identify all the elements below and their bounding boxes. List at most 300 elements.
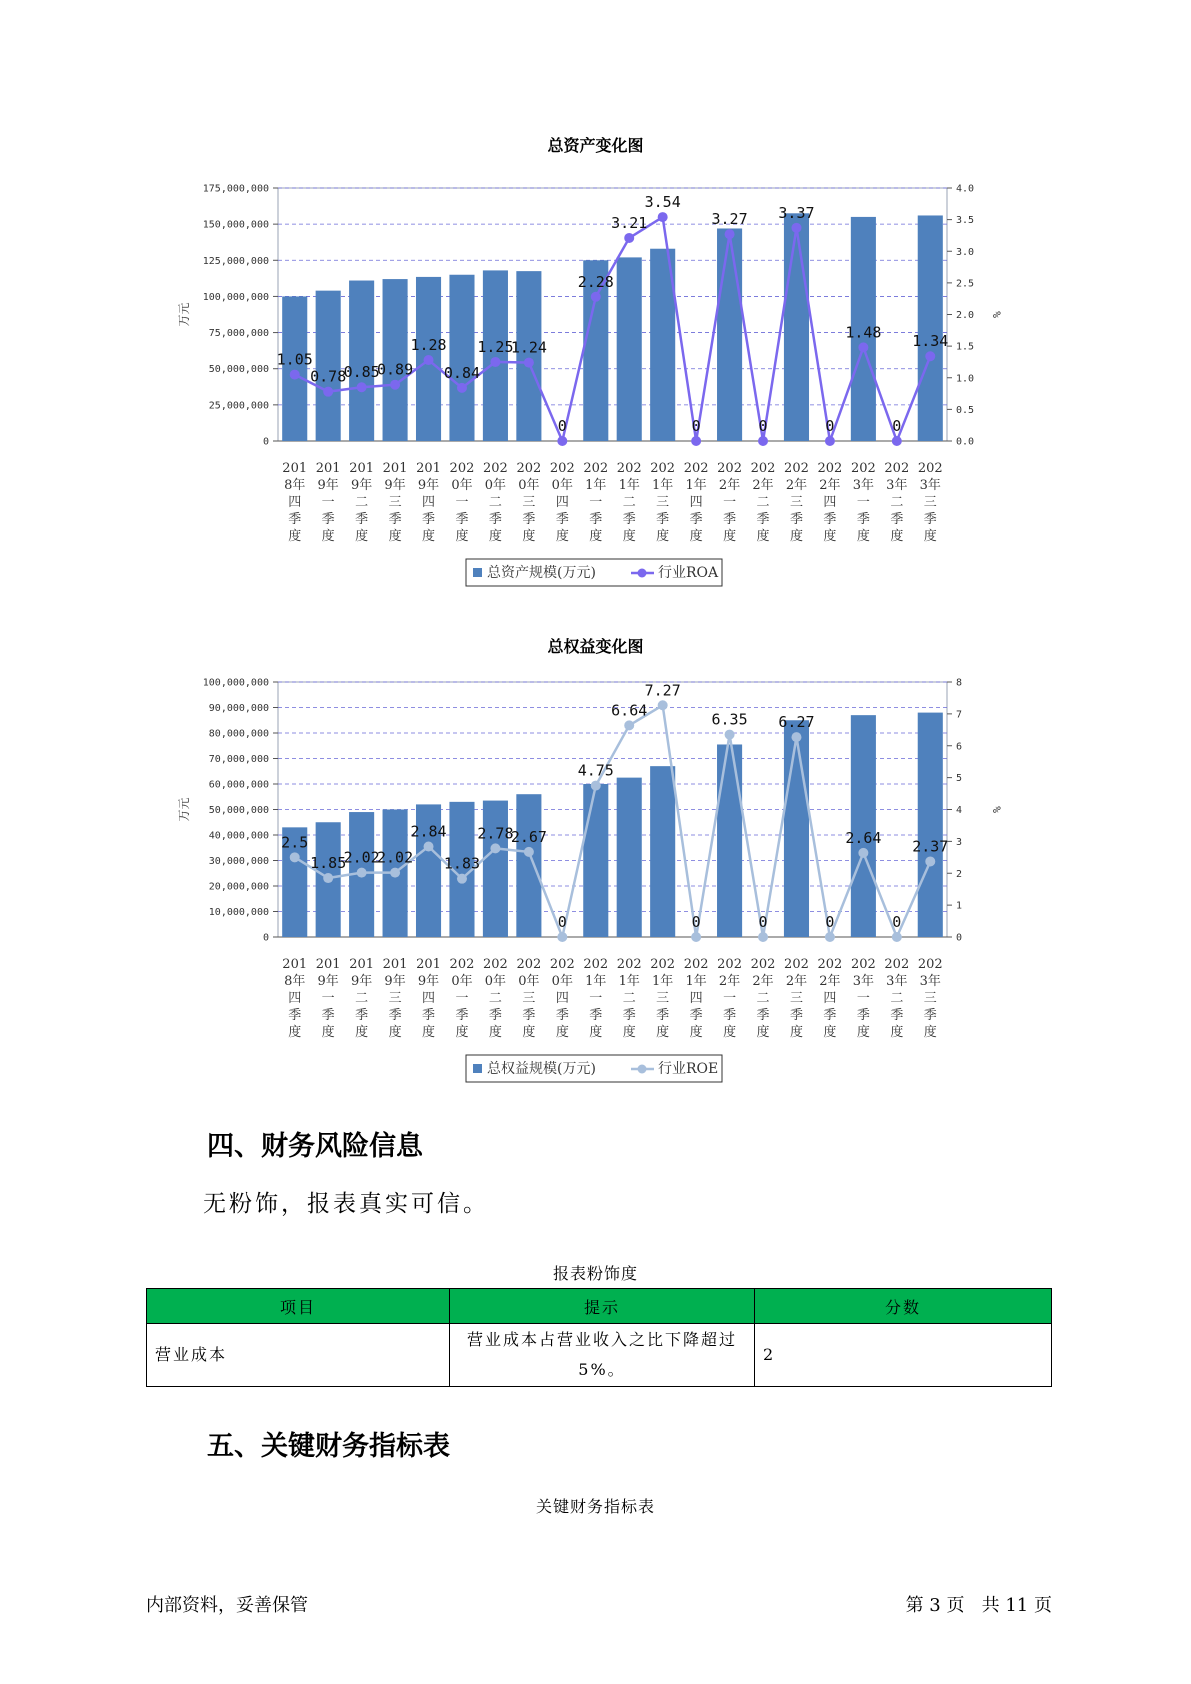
x-tick-label: 201 xyxy=(382,957,408,972)
data-label: 1.28 xyxy=(410,336,447,355)
data-label: 1.34 xyxy=(912,332,949,351)
data-label: 3.54 xyxy=(644,193,681,212)
x-tick-label: 9年 xyxy=(350,478,373,493)
bar xyxy=(918,713,943,937)
line-point xyxy=(290,370,300,380)
line-point xyxy=(323,387,333,397)
x-tick-label: 3年 xyxy=(886,478,908,493)
x-tick-label: 度 xyxy=(455,1025,469,1040)
y-tick-label: 0 xyxy=(262,932,269,944)
x-tick-label: 202 xyxy=(717,957,742,972)
x-tick-label: 9年 xyxy=(384,478,406,493)
x-tick-label: 一 xyxy=(589,495,603,510)
line-point xyxy=(658,212,668,222)
line-point xyxy=(691,436,701,446)
x-tick-label: 202 xyxy=(516,461,542,476)
data-label: 1.05 xyxy=(276,350,313,369)
x-tick-label: 1年 xyxy=(685,974,707,989)
x-tick-label: 202 xyxy=(817,461,843,476)
x-tick-label: 202 xyxy=(884,461,910,476)
y-tick-label: 60,000,000 xyxy=(208,779,269,791)
x-tick-label: 二 xyxy=(488,495,502,510)
x-tick-label: 四 xyxy=(555,495,569,510)
x-tick-label: 季 xyxy=(288,1008,302,1023)
risk-table-header-score: 分数 xyxy=(755,1289,1052,1324)
y2-tick-label: 7 xyxy=(956,709,963,721)
x-tick-label: 二 xyxy=(622,991,636,1006)
x-tick-label: 度 xyxy=(923,1025,937,1040)
x-tick-label: 季 xyxy=(522,512,536,527)
y-tick-label: 30,000,000 xyxy=(208,856,269,867)
y-tick-label: 90,000,000 xyxy=(208,703,269,714)
bar xyxy=(918,215,943,441)
x-tick-label: 8年 xyxy=(284,974,306,989)
y-tick-label: 0 xyxy=(262,436,269,448)
y-tick-label: 75,000,000 xyxy=(208,328,269,340)
x-tick-label: 202 xyxy=(549,461,575,476)
x-tick-label: 度 xyxy=(288,1025,302,1040)
bar xyxy=(617,257,642,441)
x-tick-label: 202 xyxy=(583,957,609,972)
legend-line-marker xyxy=(638,1065,647,1074)
line-point xyxy=(791,223,801,233)
x-tick-label: 202 xyxy=(616,461,642,476)
x-tick-label: 季 xyxy=(321,1008,335,1023)
section4-heading: 四、财务风险信息 xyxy=(207,1131,423,1162)
x-tick-label: 季 xyxy=(723,512,737,527)
x-tick-label: 1年 xyxy=(585,974,607,989)
line-point xyxy=(725,730,735,740)
x-tick-label: 度 xyxy=(422,1025,436,1040)
x-tick-label: 季 xyxy=(890,1008,904,1023)
x-tick-label: 2年 xyxy=(819,478,841,493)
data-label: 0 xyxy=(758,417,768,435)
line-point xyxy=(424,355,434,365)
x-tick-label: 度 xyxy=(856,529,870,544)
x-tick-label: 2年 xyxy=(785,478,808,493)
x-tick-label: 季 xyxy=(723,1008,737,1023)
footer-page-number: 第 3 页 共 11 页 xyxy=(905,1595,1052,1616)
y-tick-label: 175,000,000 xyxy=(202,183,269,195)
data-label: 7.27 xyxy=(644,681,681,700)
x-tick-label: 季 xyxy=(823,512,837,527)
x-tick-label: 1年 xyxy=(618,478,640,493)
x-tick-label: 9年 xyxy=(350,974,373,989)
y2-tick-label: 2.0 xyxy=(956,310,975,321)
data-label: 1.48 xyxy=(845,323,882,342)
line-point xyxy=(557,932,567,942)
line-point xyxy=(624,233,634,243)
key-indicator-table-caption: 关键财务指标表 xyxy=(535,1497,655,1516)
bar xyxy=(349,281,374,441)
footer-confidential: 内部资料，妥善保管 xyxy=(146,1595,308,1616)
x-tick-label: 202 xyxy=(784,461,809,476)
x-tick-label: 度 xyxy=(756,529,770,544)
x-tick-label: 二 xyxy=(756,991,770,1006)
x-tick-label: 季 xyxy=(355,1008,369,1023)
y2-tick-label: 1.0 xyxy=(956,373,975,385)
y-tick-label: 125,000,000 xyxy=(202,255,269,267)
line-point xyxy=(457,874,467,884)
x-tick-label: 202 xyxy=(884,957,910,972)
line-point xyxy=(624,720,634,730)
x-tick-label: 201 xyxy=(382,461,408,476)
x-tick-label: 度 xyxy=(555,1025,569,1040)
x-tick-label: 季 xyxy=(388,1008,402,1023)
x-tick-label: 度 xyxy=(355,529,369,544)
y2-tick-label: 0 xyxy=(956,932,963,944)
x-tick-label: 2年 xyxy=(752,478,774,493)
risk-table xyxy=(146,1288,1052,1387)
x-tick-label: 四 xyxy=(288,991,302,1006)
x-tick-label: 四 xyxy=(689,991,703,1006)
x-tick-label: 0年 xyxy=(518,974,540,989)
x-tick-label: 201 xyxy=(416,461,441,476)
x-tick-label: 9年 xyxy=(317,478,339,493)
x-tick-label: 度 xyxy=(488,1025,502,1040)
x-tick-label: 度 xyxy=(823,529,837,544)
x-tick-label: 度 xyxy=(622,1025,636,1040)
line-point xyxy=(892,436,902,446)
line-point xyxy=(791,732,801,742)
risk-table-header-item: 项目 xyxy=(147,1289,450,1324)
bar xyxy=(851,715,876,937)
x-tick-label: 2年 xyxy=(752,974,774,989)
data-label: 2.28 xyxy=(577,272,614,291)
x-tick-label: 季 xyxy=(422,1008,436,1023)
x-tick-label: 二 xyxy=(355,991,369,1006)
x-tick-label: 二 xyxy=(622,495,636,510)
x-tick-label: 9年 xyxy=(384,974,406,989)
x-tick-label: 0年 xyxy=(484,478,507,493)
y2-tick-label: 8 xyxy=(956,677,963,689)
x-tick-label: 度 xyxy=(388,529,402,544)
x-tick-label: 一 xyxy=(856,991,870,1006)
x-tick-label: 季 xyxy=(856,1008,870,1023)
data-label: 1.83 xyxy=(443,854,481,873)
x-tick-label: 3年 xyxy=(852,974,875,989)
x-tick-label: 0年 xyxy=(518,478,540,493)
line-point xyxy=(490,843,500,853)
x-tick-label: 度 xyxy=(321,529,335,544)
line-point xyxy=(457,383,467,393)
x-tick-label: 度 xyxy=(923,529,937,544)
x-tick-label: 季 xyxy=(321,512,335,527)
data-label: 0.89 xyxy=(377,360,414,379)
legend-bar-swatch xyxy=(473,568,482,577)
x-tick-label: 度 xyxy=(355,1025,369,1040)
assets-chart xyxy=(0,160,1191,590)
x-tick-label: 季 xyxy=(555,1008,569,1023)
line-point xyxy=(858,342,868,352)
line-point xyxy=(658,700,668,710)
x-tick-label: 度 xyxy=(656,529,670,544)
x-tick-label: 度 xyxy=(555,529,569,544)
x-tick-label: 202 xyxy=(483,461,508,476)
x-tick-label: 度 xyxy=(622,529,636,544)
x-tick-label: 2年 xyxy=(819,974,841,989)
line-point xyxy=(858,848,868,858)
data-label: 2.37 xyxy=(912,837,949,856)
data-label: 0 xyxy=(691,417,701,435)
bar xyxy=(483,801,508,937)
equity-chart-title: 总权益变化图 xyxy=(547,637,644,656)
x-tick-label: 三 xyxy=(789,991,803,1006)
x-tick-label: 1年 xyxy=(652,478,674,493)
data-label: 2.02 xyxy=(343,848,380,867)
x-tick-label: 四 xyxy=(823,991,837,1006)
section4-text: 无粉饰，报表真实可信。 xyxy=(203,1191,489,1217)
data-label: 0 xyxy=(557,913,567,931)
data-label: 1.25 xyxy=(477,337,514,356)
data-label: 0 xyxy=(892,913,902,931)
x-tick-label: 202 xyxy=(917,957,943,972)
x-tick-label: 0年 xyxy=(551,478,573,493)
x-tick-label: 202 xyxy=(784,957,809,972)
x-tick-label: 季 xyxy=(522,1008,536,1023)
y2-tick-label: 2 xyxy=(956,868,963,880)
x-tick-label: 二 xyxy=(355,495,369,510)
x-tick-label: 2年 xyxy=(718,478,741,493)
x-tick-label: 201 xyxy=(416,957,441,972)
x-tick-label: 度 xyxy=(589,1025,603,1040)
x-tick-label: 202 xyxy=(650,957,676,972)
x-tick-label: 一 xyxy=(723,991,737,1006)
x-tick-label: 度 xyxy=(522,1025,536,1040)
risk-table-header-row xyxy=(147,1289,1052,1324)
x-tick-label: 四 xyxy=(422,991,436,1006)
x-tick-label: 度 xyxy=(422,529,436,544)
x-tick-label: 三 xyxy=(789,495,803,510)
x-tick-label: 二 xyxy=(890,991,904,1006)
x-tick-label: 季 xyxy=(388,512,402,527)
line-point xyxy=(925,856,935,866)
x-tick-label: 季 xyxy=(689,512,703,527)
x-tick-label: 三 xyxy=(923,991,937,1006)
legend-line-marker xyxy=(638,569,647,578)
risk-table-header-hint: 提示 xyxy=(450,1289,755,1324)
x-tick-label: 度 xyxy=(756,1025,770,1040)
data-label: 0 xyxy=(825,913,835,931)
x-tick-label: 2年 xyxy=(785,974,808,989)
x-tick-label: 季 xyxy=(789,512,803,527)
x-tick-label: 度 xyxy=(823,1025,837,1040)
bar xyxy=(784,213,809,441)
x-tick-label: 202 xyxy=(817,957,843,972)
x-tick-label: 2年 xyxy=(718,974,741,989)
y-tick-label: 100,000,000 xyxy=(202,291,269,303)
x-tick-label: 201 xyxy=(315,957,341,972)
y2-tick-label: 4.0 xyxy=(956,183,975,195)
x-tick-label: 度 xyxy=(856,1025,870,1040)
x-tick-label: 度 xyxy=(321,1025,335,1040)
x-tick-label: 季 xyxy=(823,1008,837,1023)
x-tick-label: 三 xyxy=(656,991,670,1006)
x-tick-label: 三 xyxy=(923,495,937,510)
x-tick-label: 201 xyxy=(282,957,308,972)
x-tick-label: 四 xyxy=(823,495,837,510)
x-tick-label: 202 xyxy=(449,461,475,476)
x-tick-label: 三 xyxy=(522,991,536,1006)
y-tick-label: 80,000,000 xyxy=(208,728,269,740)
x-tick-label: 度 xyxy=(890,1025,904,1040)
x-tick-label: 202 xyxy=(850,461,876,476)
data-label: 4.75 xyxy=(577,761,614,780)
x-tick-label: 202 xyxy=(683,957,709,972)
x-tick-label: 201 xyxy=(349,957,375,972)
y2-tick-label: 2.5 xyxy=(956,278,975,290)
x-tick-label: 度 xyxy=(789,529,803,544)
x-tick-label: 四 xyxy=(288,495,302,510)
line-point xyxy=(925,351,935,361)
line-point xyxy=(758,932,768,942)
risk-score-cell: 2 xyxy=(755,1324,1052,1387)
x-tick-label: 202 xyxy=(683,461,709,476)
line-point xyxy=(825,932,835,942)
x-tick-label: 202 xyxy=(750,957,776,972)
x-tick-label: 三 xyxy=(522,495,536,510)
data-label: 0 xyxy=(825,417,835,435)
x-tick-label: 四 xyxy=(689,495,703,510)
line-point xyxy=(725,229,735,239)
x-tick-label: 0年 xyxy=(451,478,473,493)
data-label: 0.78 xyxy=(310,367,347,386)
x-tick-label: 201 xyxy=(349,461,375,476)
x-tick-label: 二 xyxy=(890,495,904,510)
x-tick-label: 度 xyxy=(656,1025,670,1040)
line-point xyxy=(390,380,400,390)
x-tick-label: 一 xyxy=(321,991,335,1006)
x-tick-label: 201 xyxy=(282,461,308,476)
x-tick-label: 季 xyxy=(555,512,569,527)
legend-bar-swatch xyxy=(473,1064,482,1073)
y2-tick-label: 0.0 xyxy=(956,436,975,448)
x-tick-label: 季 xyxy=(488,1008,502,1023)
bar xyxy=(717,228,742,441)
y2-tick-label: 3.0 xyxy=(956,246,975,258)
x-tick-label: 1年 xyxy=(618,974,640,989)
risk-item-cell: 营业成本 xyxy=(147,1324,450,1387)
y2-tick-label: 0.5 xyxy=(956,404,975,416)
bar xyxy=(516,794,541,937)
line-point xyxy=(557,436,567,446)
y-tick-label: 50,000,000 xyxy=(208,364,269,376)
y-tick-label: 40,000,000 xyxy=(208,830,269,842)
x-tick-label: 度 xyxy=(388,1025,402,1040)
x-tick-label: 0年 xyxy=(551,974,573,989)
bar xyxy=(316,291,341,441)
line-point xyxy=(323,873,333,883)
line-point xyxy=(825,436,835,446)
y2-tick-label: 3 xyxy=(956,836,963,848)
x-tick-label: 三 xyxy=(388,991,402,1006)
x-tick-label: 3年 xyxy=(919,478,941,493)
x-tick-label: 四 xyxy=(422,495,436,510)
data-label: 2.5 xyxy=(281,833,309,852)
risk-hint-cell: 营业成本占营业收入之比下降超过5%。 xyxy=(450,1324,755,1387)
legend-line-label: 行业ROA xyxy=(658,565,719,581)
data-label: 3.21 xyxy=(611,213,648,232)
x-tick-label: 一 xyxy=(589,991,603,1006)
data-label: 6.27 xyxy=(778,713,815,732)
line-point xyxy=(357,868,367,878)
bar xyxy=(617,778,642,937)
line-point xyxy=(691,932,701,942)
y-axis-label: 万元 xyxy=(177,302,191,327)
x-tick-label: 季 xyxy=(656,512,670,527)
y-tick-label: 20,000,000 xyxy=(208,881,269,893)
x-tick-label: 度 xyxy=(689,1025,703,1040)
x-tick-label: 季 xyxy=(923,1008,937,1023)
x-tick-label: 1年 xyxy=(585,478,607,493)
y-tick-label: 50,000,000 xyxy=(208,805,269,816)
x-tick-label: 一 xyxy=(455,495,469,510)
data-label: 1.85 xyxy=(310,854,347,873)
x-tick-label: 季 xyxy=(288,512,302,527)
x-tick-label: 季 xyxy=(856,512,870,527)
x-tick-label: 9年 xyxy=(417,478,440,493)
bar xyxy=(449,275,474,441)
x-tick-label: 9年 xyxy=(417,974,440,989)
y2-tick-label: 4 xyxy=(956,805,963,816)
x-tick-label: 季 xyxy=(422,512,436,527)
data-label: 0.84 xyxy=(443,363,481,382)
x-tick-label: 度 xyxy=(689,529,703,544)
x-tick-label: 季 xyxy=(923,512,937,527)
x-tick-label: 202 xyxy=(850,957,876,972)
data-label: 3.37 xyxy=(778,203,815,222)
bar xyxy=(583,784,608,937)
x-tick-label: 202 xyxy=(750,461,776,476)
x-tick-label: 1年 xyxy=(685,478,707,493)
data-label: 1.24 xyxy=(510,338,547,357)
x-tick-label: 三 xyxy=(656,495,670,510)
data-label: 0 xyxy=(892,417,902,435)
x-tick-label: 202 xyxy=(516,957,542,972)
y2-tick-label: 5 xyxy=(956,773,963,785)
line-point xyxy=(591,781,601,791)
line-point xyxy=(524,847,534,857)
bar xyxy=(784,720,809,937)
line-point xyxy=(424,841,434,851)
data-label: 0 xyxy=(691,913,701,931)
x-tick-label: 四 xyxy=(555,991,569,1006)
x-tick-label: 季 xyxy=(756,1008,770,1023)
x-tick-label: 季 xyxy=(589,1008,603,1023)
x-tick-label: 季 xyxy=(488,512,502,527)
x-tick-label: 度 xyxy=(723,1025,737,1040)
x-tick-label: 201 xyxy=(315,461,341,476)
x-tick-label: 度 xyxy=(723,529,737,544)
data-label: 2.02 xyxy=(377,848,414,867)
x-tick-label: 一 xyxy=(455,991,469,1006)
y2-axis-label: % xyxy=(990,806,1003,813)
x-tick-label: 度 xyxy=(455,529,469,544)
x-tick-label: 度 xyxy=(890,529,904,544)
equity-chart xyxy=(0,660,1191,1090)
x-tick-label: 202 xyxy=(917,461,943,476)
x-tick-label: 三 xyxy=(388,495,402,510)
line-point xyxy=(892,932,902,942)
x-tick-label: 季 xyxy=(355,512,369,527)
data-label: 0.85 xyxy=(343,363,380,382)
data-label: 2.64 xyxy=(845,828,882,847)
line-point xyxy=(390,868,400,878)
x-tick-label: 季 xyxy=(656,1008,670,1023)
legend-bar-label: 总资产规模(万元) xyxy=(487,565,596,581)
x-tick-label: 3年 xyxy=(852,478,875,493)
data-label: 2.84 xyxy=(410,822,447,841)
